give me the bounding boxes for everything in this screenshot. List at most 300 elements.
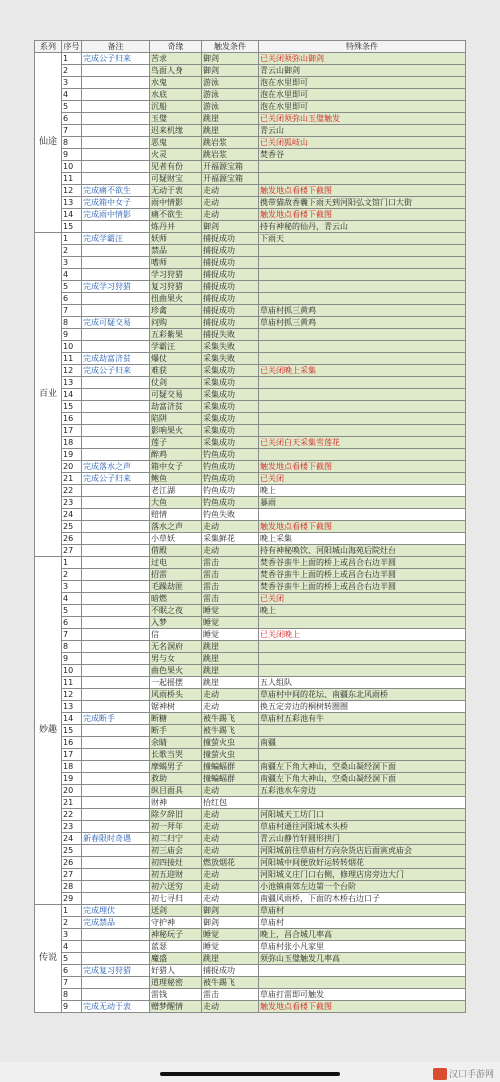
note-cell [82, 809, 150, 821]
note-cell: 完成无动于衷 [82, 1001, 150, 1013]
row-number: 16 [62, 737, 82, 749]
table-row [35, 761, 466, 773]
encounter-cell: 莲子 [150, 437, 202, 449]
table-row [35, 953, 466, 965]
row-number: 25 [62, 845, 82, 857]
table-row [35, 437, 466, 449]
row-number: 11 [62, 677, 82, 689]
condition-cell: 草庙村五彩池有牛 [259, 713, 466, 725]
encounter-cell: 纵目面具 [150, 785, 202, 797]
trigger-cell: 被牛踢飞 [202, 977, 259, 989]
encounter-cell: 雨中情影 [150, 197, 202, 209]
note-cell [82, 665, 150, 677]
header-no: 序号 [63, 42, 80, 51]
row-number: 5 [62, 101, 82, 113]
trigger-cell: 钓鱼成功 [202, 473, 259, 485]
row-number: 6 [62, 113, 82, 125]
encounter-cell: 大鱼 [150, 497, 202, 509]
encounter-cell: 初二归宁 [150, 833, 202, 845]
row-number: 17 [62, 749, 82, 761]
table-row [35, 737, 466, 749]
table-row [35, 917, 466, 929]
table-row [35, 101, 466, 113]
condition-cell: 触发地点看楼下截图 [259, 1001, 466, 1013]
encounter-cell: 五彩紫果 [150, 329, 202, 341]
encounter-cell: 老江湖 [150, 485, 202, 497]
trigger-cell: 撞萤火虫 [202, 749, 259, 761]
table-row [35, 869, 466, 881]
table-row [35, 725, 466, 737]
condition-cell [259, 425, 466, 437]
trigger-cell: 走动 [202, 893, 259, 905]
row-number: 8 [62, 317, 82, 329]
trigger-cell: 开福源宝箱 [202, 161, 259, 173]
table-row [35, 281, 466, 293]
row-number: 10 [62, 665, 82, 677]
row-number: 13 [62, 701, 82, 713]
note-cell [82, 941, 150, 953]
table-row [35, 89, 466, 101]
condition-cell: 晚上，昌合城几率高 [259, 929, 466, 941]
encounter-table [34, 40, 466, 1013]
encounter-cell: 可疑交易 [150, 389, 202, 401]
trigger-cell: 走动 [202, 833, 259, 845]
encounter-cell: 水鬼 [150, 77, 202, 89]
row-number: 19 [62, 773, 82, 785]
note-cell [82, 869, 150, 881]
note-cell [82, 629, 150, 641]
row-number: 17 [62, 425, 82, 437]
note-cell: 完成公子归来 [82, 365, 150, 377]
encounter-cell: 男与女 [150, 653, 202, 665]
trigger-cell: 雷击 [202, 569, 259, 581]
encounter-cell: 鲍鱼 [150, 473, 202, 485]
condition-cell [259, 245, 466, 257]
row-number: 5 [62, 281, 82, 293]
note-cell [82, 65, 150, 77]
table-row [35, 881, 466, 893]
condition-cell [259, 377, 466, 389]
header-encounter: 奇缘 [150, 41, 202, 53]
trigger-cell: 捕捉成功 [202, 317, 259, 329]
table-row [35, 269, 466, 281]
note-cell [82, 581, 150, 593]
table-row [35, 713, 466, 725]
table-row [35, 749, 466, 761]
table-row [35, 521, 466, 533]
encounter-cell: 初五迎财 [150, 869, 202, 881]
trigger-cell: 御剑 [202, 917, 259, 929]
table-body [35, 53, 466, 1013]
trigger-cell: 开福源宝箱 [202, 173, 259, 185]
table-row [35, 989, 466, 1001]
encounter-cell: 影响果火 [150, 425, 202, 437]
encounter-cell: 赠梦醒情 [150, 1001, 202, 1013]
table-row [35, 653, 466, 665]
note-cell [82, 149, 150, 161]
row-number: 26 [62, 533, 82, 545]
note-cell [82, 677, 150, 689]
condition-cell: 五人组队 [259, 677, 466, 689]
row-number: 2 [62, 245, 82, 257]
trigger-cell: 燃放烟花 [202, 857, 259, 869]
condition-cell: 草庙村中间的花坛、南疆东北风雨桥 [259, 689, 466, 701]
encounter-cell: 禁品 [150, 245, 202, 257]
trigger-cell: 走动 [202, 689, 259, 701]
note-cell [82, 113, 150, 125]
home-indicator[interactable] [160, 1072, 340, 1076]
table-row [35, 341, 466, 353]
note-cell [82, 977, 150, 989]
trigger-cell: 采集成功 [202, 377, 259, 389]
condition-cell: 焚香谷 [259, 149, 466, 161]
note-cell [82, 377, 150, 389]
encounter-cell: 送剑 [150, 905, 202, 917]
condition-cell: 泡在水里即可 [259, 77, 466, 89]
table-row [35, 965, 466, 977]
note-cell [82, 593, 150, 605]
note-cell [82, 557, 150, 569]
table-row [35, 809, 466, 821]
table-row [35, 689, 466, 701]
trigger-cell: 走动 [202, 197, 259, 209]
table-row [35, 605, 466, 617]
encounter-cell: 痛不欲生 [150, 209, 202, 221]
condition-cell: 草庙村抓三黄鸡 [259, 317, 466, 329]
table-row [35, 77, 466, 89]
condition-cell: 草庙村张小凡家里 [259, 941, 466, 953]
encounter-cell: 仗剑 [150, 377, 202, 389]
note-cell [82, 881, 150, 893]
encounter-cell: 妖师 [150, 233, 202, 245]
trigger-cell: 钓鱼成功 [202, 461, 259, 473]
spreadsheet [34, 40, 465, 1013]
note-cell [82, 533, 150, 545]
note-cell [82, 269, 150, 281]
note-cell [82, 173, 150, 185]
encounter-cell: 借殿 [150, 545, 202, 557]
condition-cell: 下雨天 [259, 233, 466, 245]
condition-cell [259, 617, 466, 629]
row-number: 3 [62, 929, 82, 941]
row-number: 11 [62, 173, 82, 185]
condition-cell: 河阳城中间便放好运转转烟花 [259, 857, 466, 869]
table-row [35, 137, 466, 149]
trigger-cell: 捕捉成功 [202, 257, 259, 269]
row-number: 12 [62, 365, 82, 377]
encounter-cell: 雷钱 [150, 989, 202, 1001]
row-number: 9 [62, 329, 82, 341]
condition-cell: 河阳城义庄门口右侧，修理店房旁边大门 [259, 869, 466, 881]
row-number: 24 [62, 833, 82, 845]
table-row [35, 293, 466, 305]
encounter-cell: 问购 [150, 317, 202, 329]
table-row [35, 677, 466, 689]
condition-cell: 触发地点看楼下截图 [259, 461, 466, 473]
note-cell [82, 737, 150, 749]
series-cell: 百业 [35, 233, 62, 557]
row-number: 9 [62, 149, 82, 161]
table-row [35, 701, 466, 713]
encounter-cell: 爆仗 [150, 353, 202, 365]
table-row [35, 509, 466, 521]
encounter-cell: 学习狩猎 [150, 269, 202, 281]
row-number: 6 [62, 965, 82, 977]
condition-cell: 携带猫敌香囊下雨天到河阳弘文馆门口大街 [259, 197, 466, 209]
trigger-cell: 雷击 [202, 557, 259, 569]
row-number: 6 [62, 293, 82, 305]
condition-cell [259, 401, 466, 413]
note-cell: 完成可疑交易 [82, 317, 150, 329]
note-cell: 完成埋伏 [82, 905, 150, 917]
condition-cell: 已关闭 [259, 473, 466, 485]
row-number: 13 [62, 197, 82, 209]
note-cell [82, 773, 150, 785]
table-row [35, 449, 466, 461]
encounter-cell: 初六送穷 [150, 881, 202, 893]
condition-cell [259, 653, 466, 665]
trigger-cell: 被牛踢飞 [202, 713, 259, 725]
table-row [35, 413, 466, 425]
table-row [35, 353, 466, 365]
row-number: 20 [62, 461, 82, 473]
condition-cell: 南疆 [259, 737, 466, 749]
table-row [35, 845, 466, 857]
row-number: 21 [62, 797, 82, 809]
condition-cell: 晚上采集 [259, 533, 466, 545]
row-number: 2 [62, 917, 82, 929]
encounter-cell: 初三庙会 [150, 845, 202, 857]
header-note: 备注 [82, 41, 150, 53]
note-cell [82, 221, 150, 233]
table-row [35, 617, 466, 629]
condition-cell: 晚上 [259, 605, 466, 617]
trigger-cell: 游泳 [202, 77, 259, 89]
encounter-cell: 除夕辞旧 [150, 809, 202, 821]
row-number: 4 [62, 89, 82, 101]
encounter-cell: 恶鬼 [150, 137, 202, 149]
row-number: 22 [62, 809, 82, 821]
condition-cell: 五彩池水车旁边 [259, 785, 466, 797]
condition-cell [259, 965, 466, 977]
encounter-cell: 信 [150, 629, 202, 641]
table-row [35, 1001, 466, 1013]
note-cell: 完成复习狩猎 [82, 965, 150, 977]
encounter-cell: 鸟面人身 [150, 65, 202, 77]
table-row [35, 461, 466, 473]
table-row [35, 65, 466, 77]
note-cell [82, 893, 150, 905]
table-row [35, 389, 466, 401]
encounter-cell: 珍禽 [150, 305, 202, 317]
encounter-cell: 魔盛 [150, 953, 202, 965]
condition-cell: 泡在水里即可 [259, 89, 466, 101]
condition-cell: 触发地点看楼下截图 [259, 185, 466, 197]
row-number: 22 [62, 485, 82, 497]
row-number: 14 [62, 209, 82, 221]
condition-cell: 青云山御剑 [259, 65, 466, 77]
table-row [35, 773, 466, 785]
note-cell: 完成劫富济贫 [82, 353, 150, 365]
trigger-cell: 撞蝙蝠群 [202, 773, 259, 785]
row-number: 12 [62, 689, 82, 701]
row-number: 14 [62, 389, 82, 401]
series-cell: 仙途 [35, 53, 62, 233]
condition-cell [259, 293, 466, 305]
table-row [35, 641, 466, 653]
condition-cell [259, 797, 466, 809]
encounter-cell: 招雷 [150, 569, 202, 581]
row-number: 4 [62, 269, 82, 281]
condition-cell [259, 509, 466, 521]
note-cell: 完成学霸汪 [82, 233, 150, 245]
trigger-cell: 睡觉 [202, 629, 259, 641]
note-cell: 完成公子归来 [82, 473, 150, 485]
row-number: 15 [62, 401, 82, 413]
table-row [35, 161, 466, 173]
encounter-cell: 嗜师 [150, 257, 202, 269]
encounter-cell: 迟来机缘 [150, 125, 202, 137]
condition-cell: 草庙村 [259, 917, 466, 929]
row-number: 1 [62, 557, 82, 569]
note-cell [82, 797, 150, 809]
trigger-cell: 采集成功 [202, 425, 259, 437]
row-number: 19 [62, 449, 82, 461]
condition-cell [259, 413, 466, 425]
encounter-cell: 好猎人 [150, 965, 202, 977]
table-row [35, 581, 466, 593]
table-row [35, 245, 466, 257]
row-number: 1 [62, 53, 82, 65]
trigger-cell: 拾红包 [202, 797, 259, 809]
trigger-cell: 被牛踢飞 [202, 725, 259, 737]
note-cell [82, 437, 150, 449]
note-cell [82, 137, 150, 149]
trigger-cell: 跳崖 [202, 113, 259, 125]
trigger-cell: 游泳 [202, 89, 259, 101]
row-number: 1 [62, 233, 82, 245]
trigger-cell: 撞萤火虫 [202, 737, 259, 749]
condition-cell: 南疆左下角大神山，空桑山凝经洞下面 [259, 773, 466, 785]
series-cell: 妙趣 [35, 557, 62, 905]
encounter-cell: 扭曲果火 [150, 293, 202, 305]
row-number: 5 [62, 605, 82, 617]
table-row [35, 473, 466, 485]
row-number: 11 [62, 353, 82, 365]
condition-cell: 已关闭须弥山御剑 [259, 53, 466, 65]
table-row [35, 977, 466, 989]
row-number: 3 [62, 77, 82, 89]
table-row [35, 329, 466, 341]
row-number: 21 [62, 473, 82, 485]
note-cell [82, 89, 150, 101]
note-cell [82, 485, 150, 497]
note-cell: 新春限时奇遇 [82, 833, 150, 845]
trigger-cell: 走动 [202, 881, 259, 893]
row-number: 13 [62, 377, 82, 389]
table-row [35, 185, 466, 197]
row-number: 4 [62, 941, 82, 953]
note-cell [82, 341, 150, 353]
condition-cell: 触发地点看楼下截图 [259, 521, 466, 533]
trigger-cell: 钓鱼失败 [202, 509, 259, 521]
trigger-cell: 采集成功 [202, 401, 259, 413]
note-cell [82, 689, 150, 701]
table-row [35, 53, 466, 65]
note-cell [82, 509, 150, 521]
trigger-cell: 采集成功 [202, 389, 259, 401]
trigger-cell: 睡觉 [202, 617, 259, 629]
table-row [35, 821, 466, 833]
encounter-cell: 初一拜年 [150, 821, 202, 833]
row-number: 24 [62, 509, 82, 521]
trigger-cell: 钓鱼成功 [202, 497, 259, 509]
condition-cell [259, 977, 466, 989]
encounter-cell: 入梦 [150, 617, 202, 629]
condition-cell [259, 161, 466, 173]
note-cell: 完成公子归来 [82, 53, 150, 65]
condition-cell [259, 749, 466, 761]
trigger-cell: 走动 [202, 185, 259, 197]
trigger-cell: 跳崖 [202, 953, 259, 965]
condition-cell: 持有神秘唤饮、河阳城山海苑后院灶台 [259, 545, 466, 557]
note-cell: 完成学习狩猎 [82, 281, 150, 293]
condition-cell: 草庙村 [259, 905, 466, 917]
trigger-cell: 走动 [202, 845, 259, 857]
encounter-cell: 余睛 [150, 737, 202, 749]
trigger-cell: 跳崖 [202, 125, 259, 137]
table-row [35, 173, 466, 185]
condition-cell [259, 725, 466, 737]
row-number: 27 [62, 869, 82, 881]
row-number: 6 [62, 617, 82, 629]
condition-cell: 焚香谷蛮牛上面的桥上或昌合右边半圆 [259, 557, 466, 569]
condition-cell: 已关闭晚上采集 [259, 365, 466, 377]
condition-cell [259, 281, 466, 293]
encounter-cell: 锯神树 [150, 701, 202, 713]
encounter-cell: 财神 [150, 797, 202, 809]
condition-cell: 已关闭须弥山玉璧触发 [259, 113, 466, 125]
trigger-cell: 钓鱼成功 [202, 485, 259, 497]
note-cell [82, 821, 150, 833]
condition-cell: 暴雨 [259, 497, 466, 509]
condition-cell: 泡在水里即可 [259, 101, 466, 113]
trigger-cell: 御剑 [202, 53, 259, 65]
condition-cell [259, 641, 466, 653]
encounter-cell: 复习狩猎 [150, 281, 202, 293]
encounter-cell: 长歌当哭 [150, 749, 202, 761]
trigger-cell: 采集成功 [202, 437, 259, 449]
condition-cell: 小池镇南郊左边第一个台阶 [259, 881, 466, 893]
bottom-bar [0, 1062, 500, 1082]
row-number: 9 [62, 653, 82, 665]
table-row [35, 893, 466, 905]
encounter-cell: 劫富济贫 [150, 401, 202, 413]
trigger-cell: 跳崖 [202, 653, 259, 665]
condition-cell: 草庙村通往河阳城木头桥 [259, 821, 466, 833]
note-cell [82, 785, 150, 797]
table-row [35, 665, 466, 677]
row-number: 10 [62, 161, 82, 173]
row-number: 1 [62, 905, 82, 917]
trigger-cell: 跳崖 [202, 665, 259, 677]
condition-cell: 须弥山玉璧触发几率高 [259, 953, 466, 965]
row-number: 15 [62, 221, 82, 233]
condition-cell [259, 389, 466, 401]
condition-cell: 河阳城天工坊门口 [259, 809, 466, 821]
trigger-cell: 捕捉成功 [202, 245, 259, 257]
condition-cell: 草庙村抓三黄鸡 [259, 305, 466, 317]
